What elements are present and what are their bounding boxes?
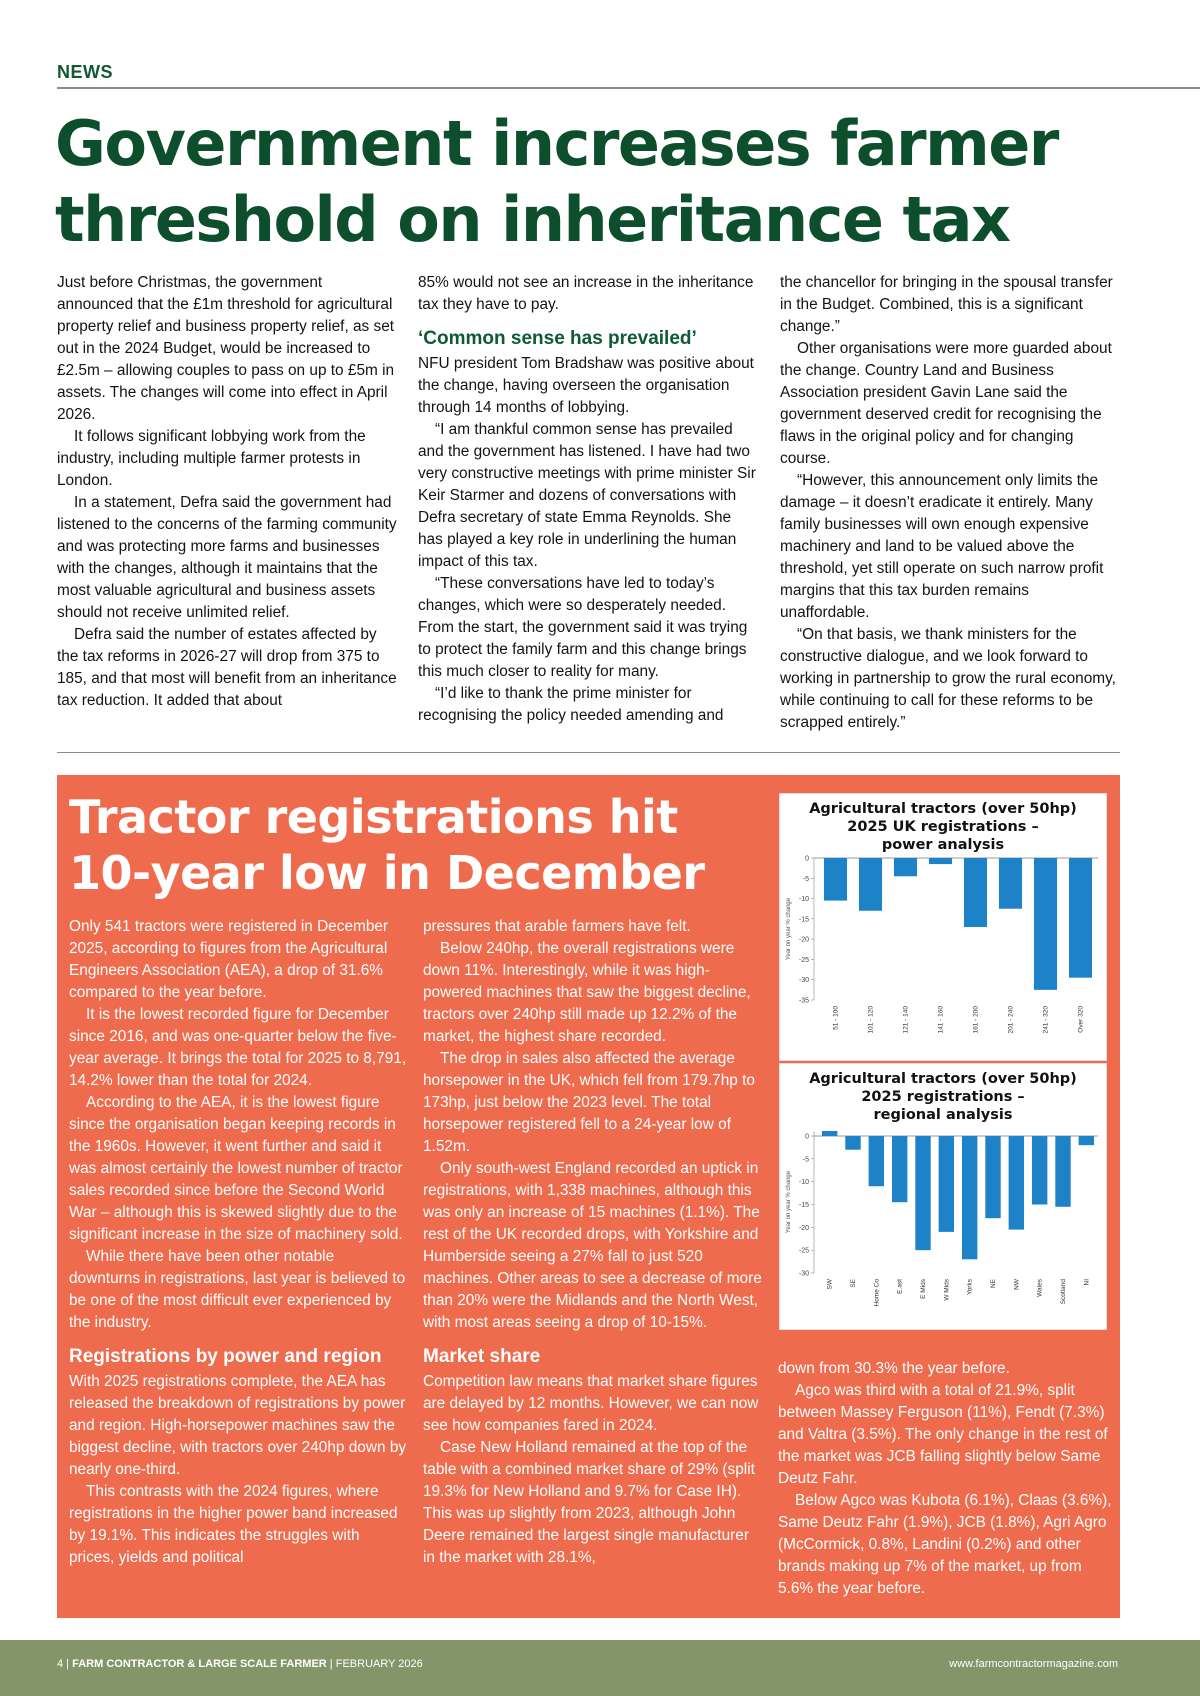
y-tick-label: 0 [805, 855, 809, 863]
page-number: 4 [57, 1658, 64, 1670]
x-tick-label: Scotland [1060, 1279, 1067, 1305]
chart-title-line: 2025 UK registrations – [847, 819, 1039, 835]
y-tick-label: -25 [798, 956, 809, 964]
chart-bar [845, 1136, 860, 1150]
paragraph: While there have been other notable downturns in registrations, last year is believed to be one of the most difficult ever experienced by the industry. [69, 1248, 406, 1331]
section-label: NEWS [57, 62, 113, 82]
subheading-power-region: Registrations by power and region [69, 1346, 382, 1367]
headline [55, 106, 1155, 258]
chart-bar [1079, 1136, 1094, 1145]
x-tick-label: W Mids [943, 1279, 951, 1301]
x-tick-label: E Mids [920, 1279, 927, 1299]
paragraph: Defra said the number of estates affected by the tax reforms in 2026-27 will drop from 375 to 185, and that most will benefit from an inheritance tax reduction. It added that about [57, 626, 397, 709]
chart-bar [964, 858, 987, 927]
footer-separator: | [63, 1658, 73, 1670]
page-footer [0, 1640, 1200, 1696]
chart-title [780, 800, 1106, 854]
paragraph: 85% would not see an increase in the inheritance tax they have to pay. [418, 274, 754, 313]
x-tick-label: 121 - 140 [902, 1006, 910, 1034]
chart-bar [999, 858, 1022, 909]
chart-title-line: Agricultural tractors (over 50hp) [809, 1071, 1077, 1087]
x-tick-label: 241 - 320 [1042, 1006, 1050, 1034]
paragraph: Competition law means that market share figures are delayed by 12 months. However, we can now see how companies fared in 2024. [423, 1373, 759, 1434]
x-tick-label: SE [850, 1279, 857, 1288]
x-tick-label: E.ast [896, 1279, 904, 1294]
subheading-common-sense: ‘Common sense has prevailed’ [418, 328, 697, 349]
paragraph: “On that basis, we thank ministers for the constructive dialogue, and we look forward to working in partnership to grow the rural economy, while continuing to call for these reforms to be scrapped entirely.” [780, 626, 1116, 731]
y-tick-label: -30 [798, 1270, 809, 1278]
paragraph: the chancellor for bringing in the spousal transfer in the Budget. Combined, this is a significant change.” [780, 274, 1113, 335]
article2-column-3 [778, 1358, 1118, 1600]
paragraph: According to the AEA, it is the lowest figure since the organisation began keeping records in the 1960s. However, it went further and said it was almost certainly the lowest number of tractor sales recorded since before the Second World War – although this is skewed slightly due to the significant increase in the size of machinery sold. [69, 1094, 403, 1243]
chart-bar [1032, 1136, 1047, 1204]
paragraph: With 2025 registrations complete, the AEA has released the breakdown of registrations by power and region. High-horsepower machines saw the biggest decline, with tractors over 240hp down by nearly one-third. [69, 1373, 407, 1478]
x-tick-label: 101 - 120 [867, 1006, 875, 1034]
chart-bar [1069, 858, 1092, 978]
x-tick-label: 141 - 160 [937, 1006, 945, 1034]
chart-bar [962, 1136, 977, 1259]
paragraph: It is the lowest recorded figure for December since 2016, and was one-quarter below the five-year average. It brings the total for 2025 to 8,791, 14.2% lower than the total for 2024. [69, 1006, 407, 1089]
chart-bar [939, 1136, 954, 1232]
x-tick-label: NI [1083, 1279, 1091, 1286]
footer-credits [57, 1658, 423, 1670]
paragraph: The drop in sales also affected the average horsepower in the UK, which fell from 179.7hp to 173hp, just below the 2023 level. The total horsepower registered fell to a 24-year low of 1.52m. [423, 1050, 755, 1155]
magazine-name: FARM CONTRACTOR & LARGE SCALE FARMER [72, 1658, 327, 1670]
x-tick-label: NE [990, 1279, 997, 1289]
article2-column-1 [69, 916, 409, 1569]
chart-bar [824, 858, 847, 901]
chart-bar [1034, 858, 1057, 990]
paragraph: Only 541 tractors were registered in December 2025, according to figures from the Agricultural Engineers Association (AEA), a drop of 31.6% compared to the year before. [69, 918, 389, 1001]
paragraph: pressures that arable farmers have felt. [423, 918, 691, 935]
x-tick-label: 161 - 200 [972, 1006, 980, 1034]
panel-title-line-1: Tractor registrations hit [69, 790, 678, 844]
chart-title [780, 1070, 1106, 1124]
y-tick-label: 0 [805, 1133, 809, 1141]
paragraph: Only south-west England recorded an uptick in registrations, with 1,338 machines, although this was only an increase of 15 machines (1.1%). The rest of the UK recorded drops, with Yorkshire and Humberside seeing a 27% fall to just 520 machines. Other areas to see a decrease of more than 20% were the Midlands and the North West, with most areas seeing a drop of 10-15%. [423, 1160, 762, 1331]
regional-analysis-chart [779, 1063, 1107, 1330]
top-divider [57, 87, 1200, 89]
footer-separator: | [326, 1658, 336, 1670]
y-tick-label: -25 [798, 1247, 809, 1255]
y-tick-label: -15 [798, 916, 809, 924]
paragraph: This contrasts with the 2024 figures, where registrations in the higher power band increased by 19.1%. This indicates the struggles with prices, yields and political [69, 1483, 398, 1566]
tractor-registrations-panel [57, 775, 1120, 1618]
y-tick-label: -5 [802, 1156, 809, 1164]
chart-bar [894, 858, 917, 876]
y-tick-label: -10 [798, 896, 809, 904]
paragraph: “I am thankful common sense has prevailed and the government has listened. I have had two very constructive meetings with prime minister Sir Keir Starmer and dozens of conversations with Defra secretary of state Emma Reynolds. She has played a key role in underlining the human impact of this tax. [418, 421, 756, 570]
x-tick-label: Wales [1036, 1279, 1044, 1297]
article-divider [57, 752, 1120, 753]
regional-analysis-chart-plot [780, 1124, 1106, 1329]
paragraph: “However, this announcement only limits the damage – it doesn’t eradicate it entirely. Many family businesses will own enough expensive machinery and land to be valued above the threshold, yet still operate on such narrow profit margins that this tax burden remains unaffordable. [780, 472, 1104, 621]
paragraph: Case New Holland remained at the top of the table with a combined market share of 29% (split 19.3% for New Holland and 9.7% for Case IH). This was up slightly from 2023, although John Deere remained the largest single manufacturer in the market with 28.1%, [423, 1439, 755, 1566]
x-tick-label: Home Co [873, 1279, 881, 1307]
chart-bar [869, 1136, 884, 1186]
article1-column-3 [780, 272, 1120, 734]
paragraph: It follows significant lobbying work from the industry, including multiple farmer protests in London. [57, 428, 366, 489]
y-tick-label: -20 [798, 1224, 809, 1232]
paragraph: In a statement, Defra said the government had listened to the concerns of the farming community and was protecting more farms and businesses with the changes, although it maintains that the most valuable agricultural and business assets should not receive unlimited relief. [57, 494, 397, 621]
chart-bar [915, 1136, 930, 1250]
x-tick-label: 51 - 100 [832, 1006, 840, 1030]
y-tick-label: -20 [798, 936, 809, 944]
paragraph: NFU president Tom Bradshaw was positive about the change, having overseen the organisation through 14 months of lobbying. [418, 355, 754, 416]
chart-bar [985, 1136, 1000, 1218]
article2-column-2 [423, 916, 763, 1569]
chart-bar [859, 858, 882, 911]
y-axis-label: Year on year % change [786, 897, 792, 961]
headline-line-2: threshold on inheritance tax [55, 183, 1010, 256]
chart-bar [1055, 1136, 1070, 1207]
x-tick-label: 201 - 240 [1007, 1006, 1015, 1034]
paragraph: Below 240hp, the overall registrations were down 11%. Interestingly, while it was high-powered machines that saw the biggest decline, tractors over 240hp still made up 12.2% of the market, the highest share recorded. [423, 940, 751, 1045]
y-axis-label: Year on year % change [786, 1170, 792, 1234]
paragraph: Just before Christmas, the government announced that the £1m threshold for agricultural property relief and business property relief, as set out in the 2024 Budget, would be increased to £2.5m – allowing couples to pass on up to £5m in assets. The changes will come into effect in April 2026. [57, 274, 395, 423]
article1-column-1 [57, 272, 397, 712]
chart-bar [822, 1131, 837, 1136]
x-tick-label: SW [826, 1279, 834, 1290]
chart-title-line: regional analysis [873, 1107, 1013, 1123]
chart-bar [929, 858, 952, 864]
article1-column-2 [418, 272, 758, 727]
paragraph: Agco was third with a total of 21.9%, split between Massey Ferguson (11%), Fendt (7.3%) and Valtra (3.5%). The only change in the rest of the market was JCB falling slightly below Same Deutz Fahr. [778, 1382, 1108, 1487]
power-analysis-chart [779, 793, 1107, 1061]
paragraph: down from 30.3% the year before. [778, 1360, 1010, 1377]
chart-bar [1009, 1136, 1024, 1230]
y-tick-label: -15 [798, 1202, 809, 1210]
chart-title-line: 2025 registrations – [861, 1089, 1025, 1105]
subheading-market-share: Market share [423, 1346, 541, 1367]
chart-bar [892, 1136, 907, 1202]
y-tick-label: -10 [798, 1179, 809, 1187]
x-tick-label: Yorks [966, 1279, 974, 1296]
paragraph: Below Agco was Kubota (6.1%), Claas (3.6%), Same Deutz Fahr (1.9%), JCB (1.8%), Agri Agro (McCormick, 0.8%, Landini (0.2%) and other brands making up 7% of the market, up from 5.6% the year before. [778, 1492, 1112, 1597]
chart-title-line: power analysis [881, 837, 1005, 853]
chart-title-line: Agricultural tractors (over 50hp) [809, 801, 1077, 817]
panel-title [69, 789, 749, 901]
y-tick-label: -5 [802, 875, 809, 883]
panel-title-line-2: 10-year low in December [69, 846, 705, 900]
issue-date: FEBRUARY 2026 [335, 1658, 423, 1670]
website-link[interactable]: www.farmcontractormagazine.com [949, 1658, 1118, 1670]
y-tick-label: -30 [798, 977, 809, 985]
paragraph: Other organisations were more guarded about the change. Country Land and Business Association president Gavin Lane said the government deserved credit for recognising the flaws in the original policy and for changing course. [780, 340, 1112, 467]
paragraph: “These conversations have led to today’s changes, which were so desperately needed. From the start, the government said it was trying to protect the family farm and this change brings this much closer to reality for many. [418, 575, 748, 680]
x-tick-label: Over 320 [1077, 1006, 1085, 1033]
y-tick-label: -35 [798, 997, 809, 1005]
x-tick-label: NW [1013, 1279, 1021, 1290]
headline-line-1: Government increases farmer [55, 107, 1058, 180]
power-analysis-chart-plot [780, 854, 1106, 1060]
paragraph: “I’d like to thank the prime minister for recognising the policy needed amending and [418, 685, 724, 724]
